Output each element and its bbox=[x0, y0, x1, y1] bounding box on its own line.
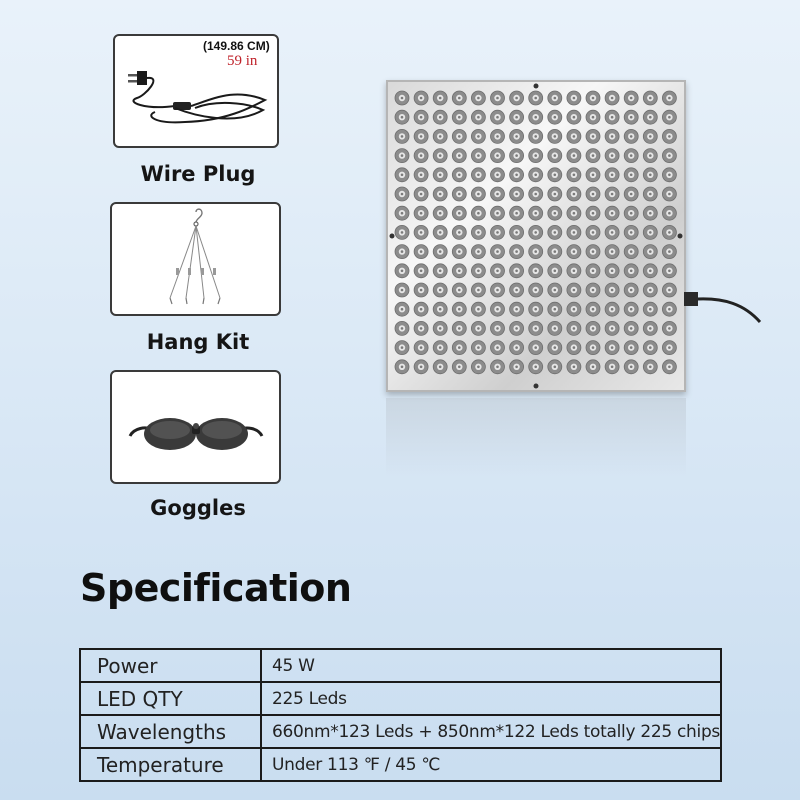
led-chip bbox=[643, 206, 657, 220]
led-chip bbox=[452, 341, 466, 355]
led-chip bbox=[452, 225, 466, 239]
led-chip bbox=[491, 110, 505, 124]
led-chip bbox=[624, 110, 638, 124]
led-chip bbox=[510, 129, 524, 143]
panel-reflection bbox=[386, 398, 686, 478]
led-chip bbox=[491, 187, 505, 201]
led-chip bbox=[491, 91, 505, 105]
led-chip bbox=[548, 321, 562, 335]
led-chip bbox=[605, 149, 619, 163]
led-chip bbox=[452, 245, 466, 259]
spec-key: LED QTY bbox=[80, 682, 261, 715]
hang-kit-card bbox=[110, 202, 281, 316]
spec-value: 45 W bbox=[261, 649, 721, 682]
spec-row bbox=[80, 715, 721, 748]
led-chip bbox=[529, 341, 543, 355]
led-chip bbox=[548, 206, 562, 220]
led-chip bbox=[452, 283, 466, 297]
hang-kit-icon bbox=[112, 204, 279, 314]
led-chip bbox=[433, 91, 447, 105]
led-chip bbox=[529, 168, 543, 182]
led-chip bbox=[433, 149, 447, 163]
led-chip bbox=[567, 245, 581, 259]
led-chip bbox=[433, 129, 447, 143]
led-chip bbox=[471, 206, 485, 220]
led-chip bbox=[567, 206, 581, 220]
goggles-icon bbox=[112, 372, 279, 482]
led-chip bbox=[471, 91, 485, 105]
led-chip bbox=[414, 187, 428, 201]
led-chip bbox=[662, 225, 676, 239]
led-chip bbox=[643, 302, 657, 316]
led-chip bbox=[624, 264, 638, 278]
led-chip bbox=[414, 283, 428, 297]
led-chip bbox=[605, 264, 619, 278]
led-chip bbox=[567, 302, 581, 316]
led-chip bbox=[586, 321, 600, 335]
led-chip bbox=[529, 264, 543, 278]
led-chip bbox=[662, 206, 676, 220]
led-chip bbox=[662, 302, 676, 316]
led-chip bbox=[414, 206, 428, 220]
led-chip bbox=[395, 110, 409, 124]
led-chip bbox=[567, 110, 581, 124]
led-chip bbox=[491, 360, 505, 374]
led-chip bbox=[586, 187, 600, 201]
led-chip bbox=[491, 341, 505, 355]
led-chip bbox=[510, 283, 524, 297]
led-chip bbox=[529, 187, 543, 201]
led-chip bbox=[491, 245, 505, 259]
led-chip bbox=[433, 321, 447, 335]
led-chip bbox=[586, 245, 600, 259]
led-chip bbox=[643, 149, 657, 163]
led-chip bbox=[548, 149, 562, 163]
led-chip bbox=[624, 225, 638, 239]
led-chip bbox=[586, 360, 600, 374]
led-chip bbox=[414, 91, 428, 105]
led-chip bbox=[586, 91, 600, 105]
led-chip bbox=[395, 302, 409, 316]
led-chip bbox=[452, 206, 466, 220]
led-chip bbox=[567, 341, 581, 355]
led-chip bbox=[586, 302, 600, 316]
led-chip bbox=[491, 302, 505, 316]
spec-row bbox=[80, 649, 721, 682]
led-chip bbox=[471, 168, 485, 182]
led-chip bbox=[433, 302, 447, 316]
led-chip bbox=[567, 129, 581, 143]
led-chip bbox=[414, 264, 428, 278]
led-chip bbox=[414, 360, 428, 374]
led-chip bbox=[491, 264, 505, 278]
led-chip bbox=[452, 110, 466, 124]
led-chip bbox=[510, 321, 524, 335]
led-chip bbox=[567, 91, 581, 105]
led-chip bbox=[529, 321, 543, 335]
spec-key: Power bbox=[80, 649, 261, 682]
spec-key: Wavelengths bbox=[80, 715, 261, 748]
led-chip bbox=[433, 187, 447, 201]
spec-row bbox=[80, 682, 721, 715]
led-chip bbox=[510, 110, 524, 124]
led-chip bbox=[452, 302, 466, 316]
wire-plug-icon bbox=[115, 36, 277, 146]
led-chip bbox=[471, 110, 485, 124]
led-chip bbox=[395, 225, 409, 239]
led-chip bbox=[414, 225, 428, 239]
led-chip bbox=[605, 283, 619, 297]
led-chip bbox=[395, 283, 409, 297]
led-chip bbox=[471, 321, 485, 335]
led-chip bbox=[586, 264, 600, 278]
led-chip bbox=[395, 168, 409, 182]
led-chip bbox=[491, 225, 505, 239]
led-chip bbox=[395, 264, 409, 278]
led-chip bbox=[491, 149, 505, 163]
led-chip bbox=[624, 206, 638, 220]
led-chip bbox=[662, 321, 676, 335]
led-chip bbox=[510, 225, 524, 239]
led-chip bbox=[662, 341, 676, 355]
led-chip bbox=[567, 321, 581, 335]
spec-table bbox=[79, 648, 722, 782]
led-chip bbox=[662, 91, 676, 105]
led-chip bbox=[643, 245, 657, 259]
led-chip bbox=[471, 302, 485, 316]
led-chip bbox=[433, 110, 447, 124]
led-chip bbox=[471, 129, 485, 143]
led-chip bbox=[643, 168, 657, 182]
led-chip bbox=[491, 206, 505, 220]
led-chip bbox=[395, 91, 409, 105]
spec-value: Under 113 ℉ / 45 ℃ bbox=[261, 748, 721, 781]
led-chip bbox=[414, 129, 428, 143]
led-chip bbox=[643, 129, 657, 143]
led-chip bbox=[643, 225, 657, 239]
led-chip bbox=[624, 302, 638, 316]
hang-kit-label: Hang Kit bbox=[146, 330, 250, 354]
led-chip bbox=[529, 302, 543, 316]
led-chip bbox=[529, 110, 543, 124]
led-chip bbox=[567, 187, 581, 201]
led-chip bbox=[491, 168, 505, 182]
led-chip bbox=[586, 206, 600, 220]
led-chip bbox=[471, 360, 485, 374]
led-chip bbox=[433, 245, 447, 259]
spec-value: 660nm*123 Leds + 850nm*122 Leds totally 225 chips bbox=[261, 715, 721, 748]
led-chip bbox=[529, 91, 543, 105]
led-chip bbox=[548, 110, 562, 124]
led-chip bbox=[605, 245, 619, 259]
led-chip bbox=[567, 168, 581, 182]
led-chip bbox=[662, 149, 676, 163]
led-chip bbox=[471, 245, 485, 259]
spec-key: Temperature bbox=[80, 748, 261, 781]
led-chip bbox=[605, 110, 619, 124]
led-chip bbox=[452, 321, 466, 335]
led-chip bbox=[395, 129, 409, 143]
led-chip bbox=[414, 168, 428, 182]
led-chip bbox=[605, 341, 619, 355]
led-chip bbox=[433, 206, 447, 220]
led-chip bbox=[395, 245, 409, 259]
led-chip bbox=[548, 341, 562, 355]
led-chip bbox=[624, 168, 638, 182]
led-chip bbox=[395, 187, 409, 201]
led-chip bbox=[510, 302, 524, 316]
led-chip bbox=[452, 129, 466, 143]
led-chip bbox=[548, 264, 562, 278]
led-chip bbox=[605, 206, 619, 220]
led-chip bbox=[567, 149, 581, 163]
led-chip bbox=[433, 168, 447, 182]
wire-plug-card bbox=[113, 34, 279, 148]
led-chip bbox=[662, 283, 676, 297]
led-chip bbox=[548, 187, 562, 201]
led-chip bbox=[643, 187, 657, 201]
led-chip bbox=[529, 149, 543, 163]
led-chip bbox=[395, 360, 409, 374]
led-chip bbox=[452, 149, 466, 163]
led-chip bbox=[414, 302, 428, 316]
led-chip bbox=[510, 149, 524, 163]
led-chip bbox=[529, 225, 543, 239]
led-chip bbox=[662, 129, 676, 143]
led-chip bbox=[452, 168, 466, 182]
spec-title: Specification bbox=[80, 566, 352, 610]
led-chip bbox=[662, 110, 676, 124]
led-chip bbox=[643, 321, 657, 335]
led-chip bbox=[414, 110, 428, 124]
led-chip bbox=[548, 129, 562, 143]
led-chip bbox=[586, 341, 600, 355]
led-grid bbox=[388, 82, 684, 390]
led-chip bbox=[433, 360, 447, 374]
led-chip bbox=[471, 341, 485, 355]
led-chip bbox=[529, 245, 543, 259]
led-chip bbox=[567, 264, 581, 278]
wire-length-cm: (149.86 CM) bbox=[203, 39, 270, 53]
led-chip bbox=[491, 283, 505, 297]
led-chip bbox=[567, 283, 581, 297]
led-chip bbox=[548, 360, 562, 374]
wire-length-in: 59 in bbox=[227, 53, 258, 69]
led-chip bbox=[605, 168, 619, 182]
led-chip bbox=[471, 149, 485, 163]
led-chip bbox=[433, 341, 447, 355]
led-chip bbox=[548, 225, 562, 239]
goggles-card bbox=[110, 370, 281, 484]
led-chip bbox=[605, 225, 619, 239]
led-chip bbox=[624, 360, 638, 374]
led-chip bbox=[586, 225, 600, 239]
led-chip bbox=[624, 129, 638, 143]
led-chip bbox=[414, 321, 428, 335]
led-chip bbox=[395, 321, 409, 335]
led-chip bbox=[510, 91, 524, 105]
led-chip bbox=[510, 341, 524, 355]
led-chip bbox=[471, 264, 485, 278]
led-grow-panel bbox=[386, 80, 686, 392]
led-chip bbox=[548, 245, 562, 259]
led-chip bbox=[510, 187, 524, 201]
wire-plug-label: Wire Plug bbox=[140, 162, 256, 186]
led-chip bbox=[452, 91, 466, 105]
led-chip bbox=[414, 245, 428, 259]
led-chip bbox=[510, 168, 524, 182]
led-chip bbox=[567, 225, 581, 239]
led-chip bbox=[452, 264, 466, 278]
led-chip bbox=[605, 91, 619, 105]
led-chip bbox=[624, 283, 638, 297]
led-chip bbox=[491, 129, 505, 143]
led-chip bbox=[529, 129, 543, 143]
led-chip bbox=[662, 168, 676, 182]
led-chip bbox=[643, 91, 657, 105]
led-chip bbox=[452, 187, 466, 201]
led-chip bbox=[605, 187, 619, 201]
led-chip bbox=[510, 264, 524, 278]
led-chip bbox=[624, 149, 638, 163]
led-chip bbox=[548, 91, 562, 105]
led-chip bbox=[433, 225, 447, 239]
led-chip bbox=[643, 264, 657, 278]
led-chip bbox=[433, 283, 447, 297]
led-chip bbox=[586, 283, 600, 297]
led-chip bbox=[452, 360, 466, 374]
led-chip bbox=[414, 341, 428, 355]
led-chip bbox=[414, 149, 428, 163]
led-chip bbox=[567, 360, 581, 374]
led-chip bbox=[471, 283, 485, 297]
led-chip bbox=[510, 206, 524, 220]
led-chip bbox=[662, 264, 676, 278]
led-chip bbox=[548, 302, 562, 316]
led-chip bbox=[605, 360, 619, 374]
spec-row bbox=[80, 748, 721, 781]
led-chip bbox=[586, 129, 600, 143]
led-chip bbox=[471, 225, 485, 239]
led-chip bbox=[605, 129, 619, 143]
led-chip bbox=[624, 321, 638, 335]
led-chip bbox=[605, 302, 619, 316]
led-chip bbox=[662, 245, 676, 259]
led-chip bbox=[586, 168, 600, 182]
led-chip bbox=[491, 321, 505, 335]
goggles-label: Goggles bbox=[150, 496, 246, 520]
spec-value: 225 Leds bbox=[261, 682, 721, 715]
led-chip bbox=[624, 245, 638, 259]
led-chip bbox=[586, 149, 600, 163]
led-chip bbox=[605, 321, 619, 335]
led-chip bbox=[395, 206, 409, 220]
led-chip bbox=[643, 110, 657, 124]
led-chip bbox=[510, 245, 524, 259]
led-chip bbox=[662, 360, 676, 374]
led-chip bbox=[643, 283, 657, 297]
led-chip bbox=[586, 110, 600, 124]
led-chip bbox=[624, 91, 638, 105]
led-chip bbox=[529, 360, 543, 374]
led-chip bbox=[395, 149, 409, 163]
led-chip bbox=[662, 187, 676, 201]
led-chip bbox=[510, 360, 524, 374]
led-chip bbox=[643, 360, 657, 374]
power-cord-icon bbox=[684, 286, 764, 326]
led-chip bbox=[471, 187, 485, 201]
led-chip bbox=[529, 283, 543, 297]
led-chip bbox=[624, 341, 638, 355]
led-chip bbox=[548, 168, 562, 182]
led-chip bbox=[624, 187, 638, 201]
led-chip bbox=[529, 206, 543, 220]
led-chip bbox=[548, 283, 562, 297]
led-chip bbox=[395, 341, 409, 355]
led-chip bbox=[433, 264, 447, 278]
led-chip bbox=[643, 341, 657, 355]
